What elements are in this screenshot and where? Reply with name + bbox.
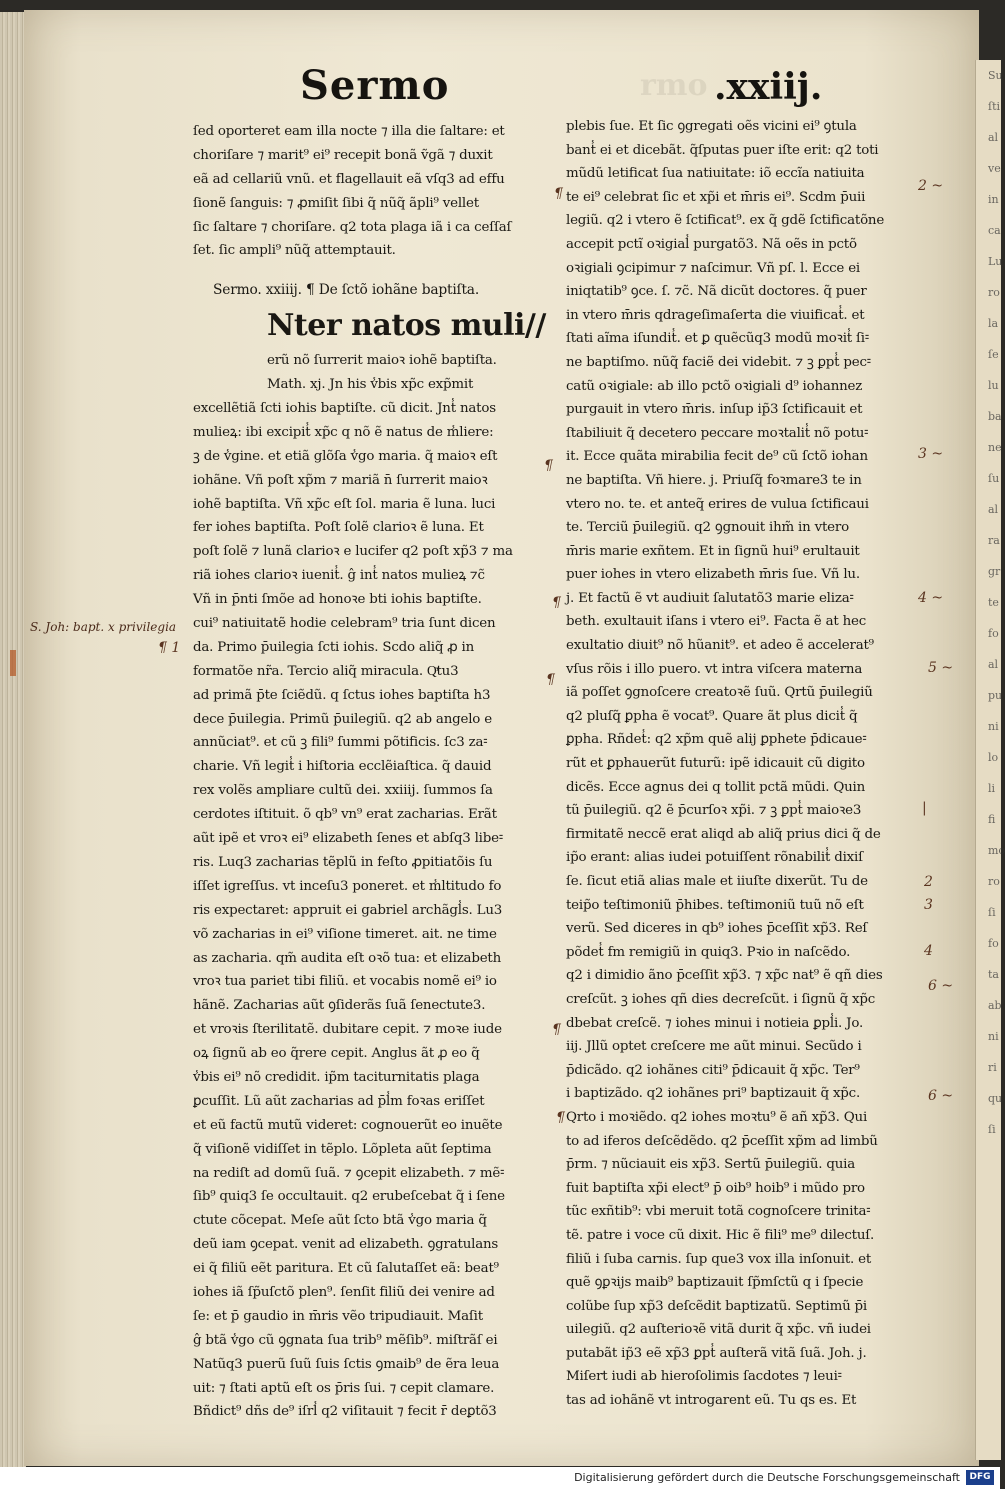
- pilcrow-mark: ¶: [554, 186, 563, 202]
- text-line: põdet̾ fm remigiũ in quiq3. Pꝛio in naſcẽdo.: [566, 944, 851, 960]
- text-line: tẽ. patre i voce cũ dixit. Hic ẽ fili⁹ me⁹ dilectuſ.: [566, 1227, 875, 1243]
- ink-stain: [10, 650, 16, 676]
- text-line: fuit baptiſta xp̃i elect⁹ p̄ oib⁹ hoib⁹ i mũdo pro: [566, 1180, 865, 1196]
- footer-credit: Digitalisierung gefördert durch die Deutsche Forschungsgemeinschaft: [574, 1471, 960, 1484]
- text-line: p̄rm. ⁊ nũciauit eis xp̃3. Sertũ p̄uilegiũ. quia: [566, 1157, 856, 1173]
- text-line: ip̃o erant: alias iudei potuiſſent rõnabilit̾ dixiſ: [566, 850, 863, 866]
- text-line: Miſert iudi ab hieroſolimis ſacdotes ⁊ leui⹀: [566, 1369, 842, 1385]
- pilcrow-mark: ¶: [556, 1110, 565, 1126]
- text-line: hãnẽ. Zacharias aũt ꝯſiderãs ſuã ſenectute3.: [193, 998, 486, 1014]
- handwritten-margin-number: 5 ~: [928, 660, 954, 676]
- text-line: cui⁹ natiuitatẽ hodie celebram⁹ tria ſunt dicen: [193, 616, 496, 632]
- text-line: j. Et factũ ẽ vt audiuit ſalutatõ3 marie eliza⹀: [566, 590, 854, 606]
- text-line: ſtati aĩma iſundit̾. et ꝑ quẽcũq3 modũ moꝛit̾ ſi⹀: [566, 331, 869, 347]
- text-line: iohẽ baptiſta. Vñ xp̃c eſt ſol. maria ẽ luna. luci: [193, 496, 496, 512]
- text-line: q̃ viſionẽ vidiſſet in tẽplo. Lõpleta aũt ſeptima: [193, 1141, 492, 1157]
- text-line: aũt ipẽ et vroꝛ ei⁹ elizabeth ſenes et abſq3 libe⹀: [193, 831, 503, 847]
- handwritten-margin-number: 3 ~: [918, 446, 944, 462]
- text-line: purgauit in vtero m̄ris. inſup ip̃3 ſctificauit et: [566, 402, 863, 418]
- text-line: dicẽs. Ecce agnus dei q tollit pctã mũdi. Quin: [566, 779, 866, 795]
- text-line: it. Ecce quãta mirabilia fecit de⁹ cũ ſctõ iohan: [566, 449, 868, 465]
- text-line: firmitatẽ neccẽ erat aliqd ab aliq̃ prius dici q̃ de: [566, 826, 881, 842]
- text-line: ad primã p̄te ſciẽdũ. q ſctus iohes baptiſta h3: [193, 687, 491, 703]
- text-line: as zacharia. qm̃ audita eſt oꝛõ tua: et elizabeth: [193, 950, 502, 966]
- pilcrow-mark: ¶: [552, 595, 561, 611]
- text-line: ctute cõcepat. Meſe aũt ſcto btã v̾go maria q̃: [193, 1213, 487, 1229]
- text-line: mũdũ letificat ſua natiuitate: iõ eccĩa natiuita: [566, 166, 865, 182]
- text-line: da. Primo p̄uilegia ſcti iohis. Scdo aliq̃ ꝓ in: [193, 639, 475, 655]
- text-line: eã ad cellariũ vnũ. et flagellauit eã vſq3 ad effu: [193, 171, 505, 187]
- handwritten-margin-number: 2: [924, 874, 933, 890]
- text-line: accepit pctĩ oꝛigial̾ purgatõ3. Nã oẽs in pctõ: [566, 236, 857, 252]
- text-line: ĝ btã v̾go cũ ꝯgnata ſua trib⁹ mẽſib⁹. miſtrãſ ei: [193, 1332, 498, 1348]
- page-edge-stack: [0, 12, 26, 1467]
- handwritten-margin-note: S. Joh: bapt. x privilegia: [30, 620, 177, 634]
- text-line: [566, 1436, 908, 1460]
- text-line: ſet. ſic ampli⁹ nũq̃ attemptauit.: [193, 243, 396, 259]
- text-line: na rediſt ad domũ ſuã. ⁊ ꝯcepit elizabeth. ⁊ mẽ⹀: [193, 1165, 505, 1181]
- text-line: oꝝ ſignũ ab eo q̃rere cepit. Anglus ãt ꝓ eo q̃: [193, 1046, 480, 1062]
- text-line: vtero no. te. et anteq̃ erires de vulua ſctificaui: [566, 496, 869, 512]
- text-column-left: [193, 120, 546, 1424]
- text-line: legiũ. q2 i vtero ẽ ſctificat⁹. ex q̃ gdẽ ſctificatõne: [566, 213, 885, 229]
- text-line: Bñdict⁹ dñs de⁹ iſrl̾ q2 viſitauit ⁊ fecit r̄ deꝑtõ3: [193, 1404, 497, 1420]
- text-line: q2 i dimidio ãno p̄ceſſit xp̃3. ⁊ xp̃c nat⁹ ẽ qñ dies: [566, 968, 883, 984]
- text-line: et vroꝛis ſterilitatẽ. dubitare cepit. ⁊ moꝛe iude: [193, 1022, 502, 1038]
- text-line: ne baptiſmo. nũq̃ faciẽ dei videbit. ⁊ ꝫ ꝑpt̾ pec⹀: [566, 354, 871, 370]
- text-line: rex volẽs ampliare cultũ dei. xxiiij. ſummos ſa: [193, 783, 493, 799]
- text-line: ſed oporteret eam illa nocte ⁊ illa die ſaltare: et: [193, 124, 505, 139]
- text-line: tas ad iohãnẽ vt introgarent eũ. Tu qs es. Et: [566, 1393, 857, 1409]
- text-line: te. Terciũ p̄uilegiũ. q2 ꝯgnouit ihm̃ in vtero: [566, 520, 849, 536]
- text-line: teip̃o teſtimoniũ p̄hibes. teſtimoniũ tuũ nõ eſt: [566, 897, 864, 913]
- text-line: to ad iferos deſcẽdẽdo. q2 p̄ceſſit xp̃m ad limbũ: [566, 1133, 878, 1149]
- text-line: ſe: et p̄ gaudio in m̄ris vẽo tripudiauit. Maſit: [193, 1308, 483, 1324]
- text-line: ꝑpha. Rñdet̾: q2 xp̃m quẽ alij ꝑphete p̄dicaue⹀: [566, 732, 867, 748]
- handwritten-margin-number: 6 ~: [928, 978, 954, 994]
- text-line: choriſare ⁊ marit⁹ ei⁹ recepit bonã ṽgã ⁊ duxit: [193, 147, 493, 163]
- handwritten-margin-number: 4: [924, 943, 933, 959]
- text-line: formatõe nr̃a. Tercio aliq̃ miracula. Qͣtu3: [193, 663, 459, 679]
- handwritten-margin-number: 4 ~: [918, 590, 944, 606]
- footer-bar: [0, 1467, 1000, 1489]
- text-line: mulieꝝ: ibi excipit̾ xp̃c q nõ ẽ natus de m̾liere:: [193, 424, 494, 440]
- running-head-left: Sermo: [300, 62, 450, 109]
- text-line: vroꝛ tua pariet tibi filiũ. et vocabis nomẽ ei⁹ io: [193, 974, 497, 990]
- text-line: creſcũt. ꝫ iohes qñ dies decreſcũt. i ſignũ q̃ xp̃c: [566, 991, 876, 1007]
- text-line: tũc exñtib⁹: vbi meruit totã cognoſcere trinita⹀: [566, 1204, 871, 1220]
- text-line: ſib⁹ quiq3 ſe occultauit. q2 erubeſcebat q̃ i ſene: [193, 1189, 505, 1205]
- text-line: putabãt ip̃3 eẽ xp̃3 ꝑpt̾ auſterã vitã ſuã. Joh. j.: [566, 1345, 867, 1361]
- text-column-right: [566, 115, 908, 1460]
- bleed-through-text: rmo: [640, 68, 708, 103]
- text-line: iohes iã ſp̃uſctõ plen⁹. ſenſit filiũ dei venire ad: [193, 1284, 495, 1300]
- handwritten-margin-number: 3: [924, 897, 933, 913]
- text-line: ris. Luq3 zacharias tẽplũ in feſto ꝓpitiatõis ſu: [193, 854, 493, 870]
- pilcrow-mark: ¶: [546, 672, 555, 688]
- text-line: et eũ factũ mutũ videret: cognouerũt eo inuẽte: [193, 1117, 503, 1133]
- text-line: iſſet igreſſus. vt inceſu3 poneret. et m̾ltitudo fo: [193, 878, 502, 894]
- text-line: bant̾ ei et dicebãt. q̃ſputas puer iſte erit: q2 toti: [566, 142, 879, 158]
- text-line: Vñ in p̄nti ſmõe ad honoꝛe bti iohis baptiſte.: [193, 592, 482, 608]
- text-line: uilegiũ. q2 auſterioꝛẽ vitã durit q̃ xp̃c. vñ iudei: [566, 1322, 871, 1338]
- text-line: ſionẽ ſanguis: ⁊ ꝓmiſit ſibi q̃ nũq̃ ãpli⁹ vellet: [193, 195, 479, 211]
- text-line: annũciat⁹. et cũ ꝫ fili⁹ ſummi põtificis. ſc3 za⹀: [193, 735, 488, 751]
- text-line: plebis ſue. Et ſic ꝯgregati oẽs vicini ei⁹ ꝯtula: [566, 119, 857, 134]
- handwritten-margin-number: 2 ~: [918, 178, 944, 194]
- text-line: riã iohes clarioꝛ iuenit̾. ĝ int̾ natos mulieꝝ ⁊c̃: [193, 568, 485, 584]
- running-head-right: .xxiij.: [714, 66, 823, 108]
- text-line: ꝑcuſſit. Lũ aũt zacharias ad p̄l̾m foꝛas eriſſet: [193, 1093, 485, 1109]
- dfg-logo: DFG: [966, 1470, 994, 1485]
- pilcrow-mark: ¶: [544, 458, 553, 474]
- text-line: charie. Vñ legit̾ i hiſtoria ecclẽiaſtica. q̃ dauid: [193, 759, 492, 775]
- text-line: deũ iam ꝯcepat. venit ad elizabeth. ꝯgratulans: [193, 1237, 499, 1253]
- sermon-heading: Sermo. xxiiij. ¶ De ſctõ iohãne baptiſta.: [213, 282, 479, 299]
- text-line: in vtero m̄ris qdrageſimaſerta die viuificat̾. et: [566, 307, 865, 323]
- text-line: tũ p̄uilegiũ. q2 ẽ p̄curſoꝛ xp̃i. ⁊ ꝫ ꝑpt̾ maioꝛe3: [566, 803, 862, 819]
- text-line: võ zacharias in ei⁹ viſione timeret. ait. ne time: [193, 926, 497, 942]
- text-line: vſus rõis i illo puero. vt intra viſcera materna: [566, 661, 863, 677]
- text-line: ne baptiſta. Vñ hiere. j. Priuſq̃ foꝛmare3 te in: [566, 472, 862, 488]
- text-line: iij. Jllũ optet creſcere me aũt minui. Secũdo i: [566, 1039, 862, 1055]
- text-line: p̄dicãdo. q2 iohãnes citi⁹ p̄dicauit q̃ xp̃c. Ter⁹: [566, 1062, 860, 1078]
- pilcrow-mark: ¶: [552, 1022, 561, 1038]
- text-line: v̾bis ei⁹ nõ credidit. ip̃m taciturnitatis plaga: [193, 1069, 480, 1085]
- text-line: iã poſſet ꝯgnoſcere creatoꝛẽ ſuũ. Qrtũ p̄uilegiũ: [566, 685, 873, 701]
- text-line: beth. exultauit iſans i vtero ei⁹. Facta ẽ at hec: [566, 614, 867, 630]
- text-line: uit: ⁊ ſtati aptũ eſt os p̄ris ſui. ⁊ cepit clamare.: [193, 1380, 495, 1396]
- text-line: dbebat creſcẽ. ⁊ iohes minui i notieia ꝑpl̾i. Jo.: [566, 1015, 864, 1031]
- text-line: Math. xj. Jn his v̾bis xp̃c exp̃mit: [267, 377, 474, 393]
- text-line: ris expectaret: appruit ei gabriel archãgl̾s. Lu3: [193, 902, 503, 918]
- text-line: iohãne. Vñ poſt xp̃m ⁊ mariã n̄ ſurrerit maioꝛ: [193, 472, 488, 488]
- text-line: dece p̄uilegia. Primũ p̄uilegiũ. q2 ab angelo e: [193, 711, 492, 727]
- text-line: cerdotes iſtituit. õ qb⁹ vn⁹ erat zacharias. Erãt: [193, 807, 497, 823]
- text-line: [566, 1413, 908, 1437]
- handwritten-margin-number: |: [922, 800, 927, 816]
- text-line: verũ. Sed diceres in qb⁹ iohes p̄ceſſit xp̃3. Reſ: [566, 921, 868, 937]
- text-line: ſtabiliuit q̃ decetero peccare moꝛtalit̾ nõ potu⹀: [566, 425, 869, 441]
- text-line: oꝛigiali ꝯcipimur ⁊ naſcimur. Vñ pſ. l. Ecce ei: [566, 260, 861, 276]
- initial-line: Nter natos muli//: [267, 308, 546, 344]
- text-line: ſe. ſicut etiã alias male et iiuſte dixerũt. Tu de: [566, 874, 868, 889]
- blank-line: [193, 263, 533, 279]
- facing-page-edge: Su ſti al ve in ca Lu ro la ſe lu ba ne ſu al ra gr te fo al pu ni lo li fi mo ro ſi fo ta ab ni ri qu ſi: [975, 60, 1001, 1460]
- text-line: fer iohes baptiſta. Poſt ſolẽ clarioꝛ ẽ luna. Et: [193, 520, 484, 536]
- handwritten-pilcrow: ¶ 1: [158, 640, 181, 656]
- text-line: m̄ris marie exñtem. Et in ſignũ hui⁹ erultauit: [566, 543, 860, 559]
- text-line: excellẽtiã ſcti iohis baptiſte. cũ dicit. Jnt̾ natos: [193, 401, 496, 417]
- text-line: poſt ſolẽ ⁊ lunã clarioꝛ e lucifer q2 poſt xp̃3 ⁊ ma: [193, 544, 513, 560]
- text-line: ei q̃ filiũ eẽt paritura. Et cũ ſalutaſſet eã: beat⁹: [193, 1261, 499, 1277]
- text-line: quẽ ꝯꝑꝛijs maib⁹ baptizauit ſp̃mſctũ q i ſpecie: [566, 1275, 864, 1291]
- handwritten-margin-number: 6 ~: [928, 1088, 954, 1104]
- text-line: colũbe ſup xp̃3 deſcẽdit baptizatũ. Septimũ p̄i: [566, 1298, 868, 1314]
- text-line: erũ nõ ſurrerit maioꝛ iohẽ baptiſta.: [267, 353, 497, 369]
- text-line: rũt et ꝑphauerũt futurũ: ipẽ idicauit cũ digito: [566, 756, 865, 772]
- text-line: ꝫ de v̾gine. et etiã glõſa v̾go maria. q̃ maioꝛ eſt: [193, 448, 498, 464]
- text-line: i baptizãdo. q2 iohãnes pri⁹ baptizauit q̃ xp̃c.: [566, 1086, 861, 1102]
- text-line: ſic ſaltare ⁊ choriſare. q2 tota plaga iã i ca ceſſaſ: [193, 219, 512, 235]
- text-line: te ei⁹ celebrat ſic et xp̃i et m̄ris ei⁹. Scdm p̄uii: [566, 189, 866, 205]
- text-line: exultatio diuit⁹ nõ hũanit⁹. et adeo ẽ accelerat⁹: [566, 638, 874, 654]
- text-line: iniqtatib⁹ ꝯce. ſ. ⁊c̃. Nã dicũt doctores. q̃ puer: [566, 284, 867, 300]
- text-line: q2 pluſq̃ ꝑpha ẽ vocat⁹. Quare ãt plus dicit̾ q̃: [566, 708, 858, 724]
- text-line: filiũ i ſuba carnis. ſup que3 vox illa inſonuit. et: [566, 1251, 872, 1267]
- text-line: Natũq3 puerũ ſuũ ſuis ſctis ꝯmaib⁹ de ẽra leua: [193, 1356, 500, 1372]
- text-line: Qrto i moꝛiẽdo. q2 iohes moꝛtu⁹ ẽ añ xp̃3. Qui: [566, 1109, 868, 1125]
- text-line: puer iohes in vtero elizabeth m̄ris ſue. Vñ lu.: [566, 567, 860, 583]
- text-line: catũ oꝛigiale: ab illo pctõ oꝛigiali d⁹ iohannez: [566, 378, 863, 394]
